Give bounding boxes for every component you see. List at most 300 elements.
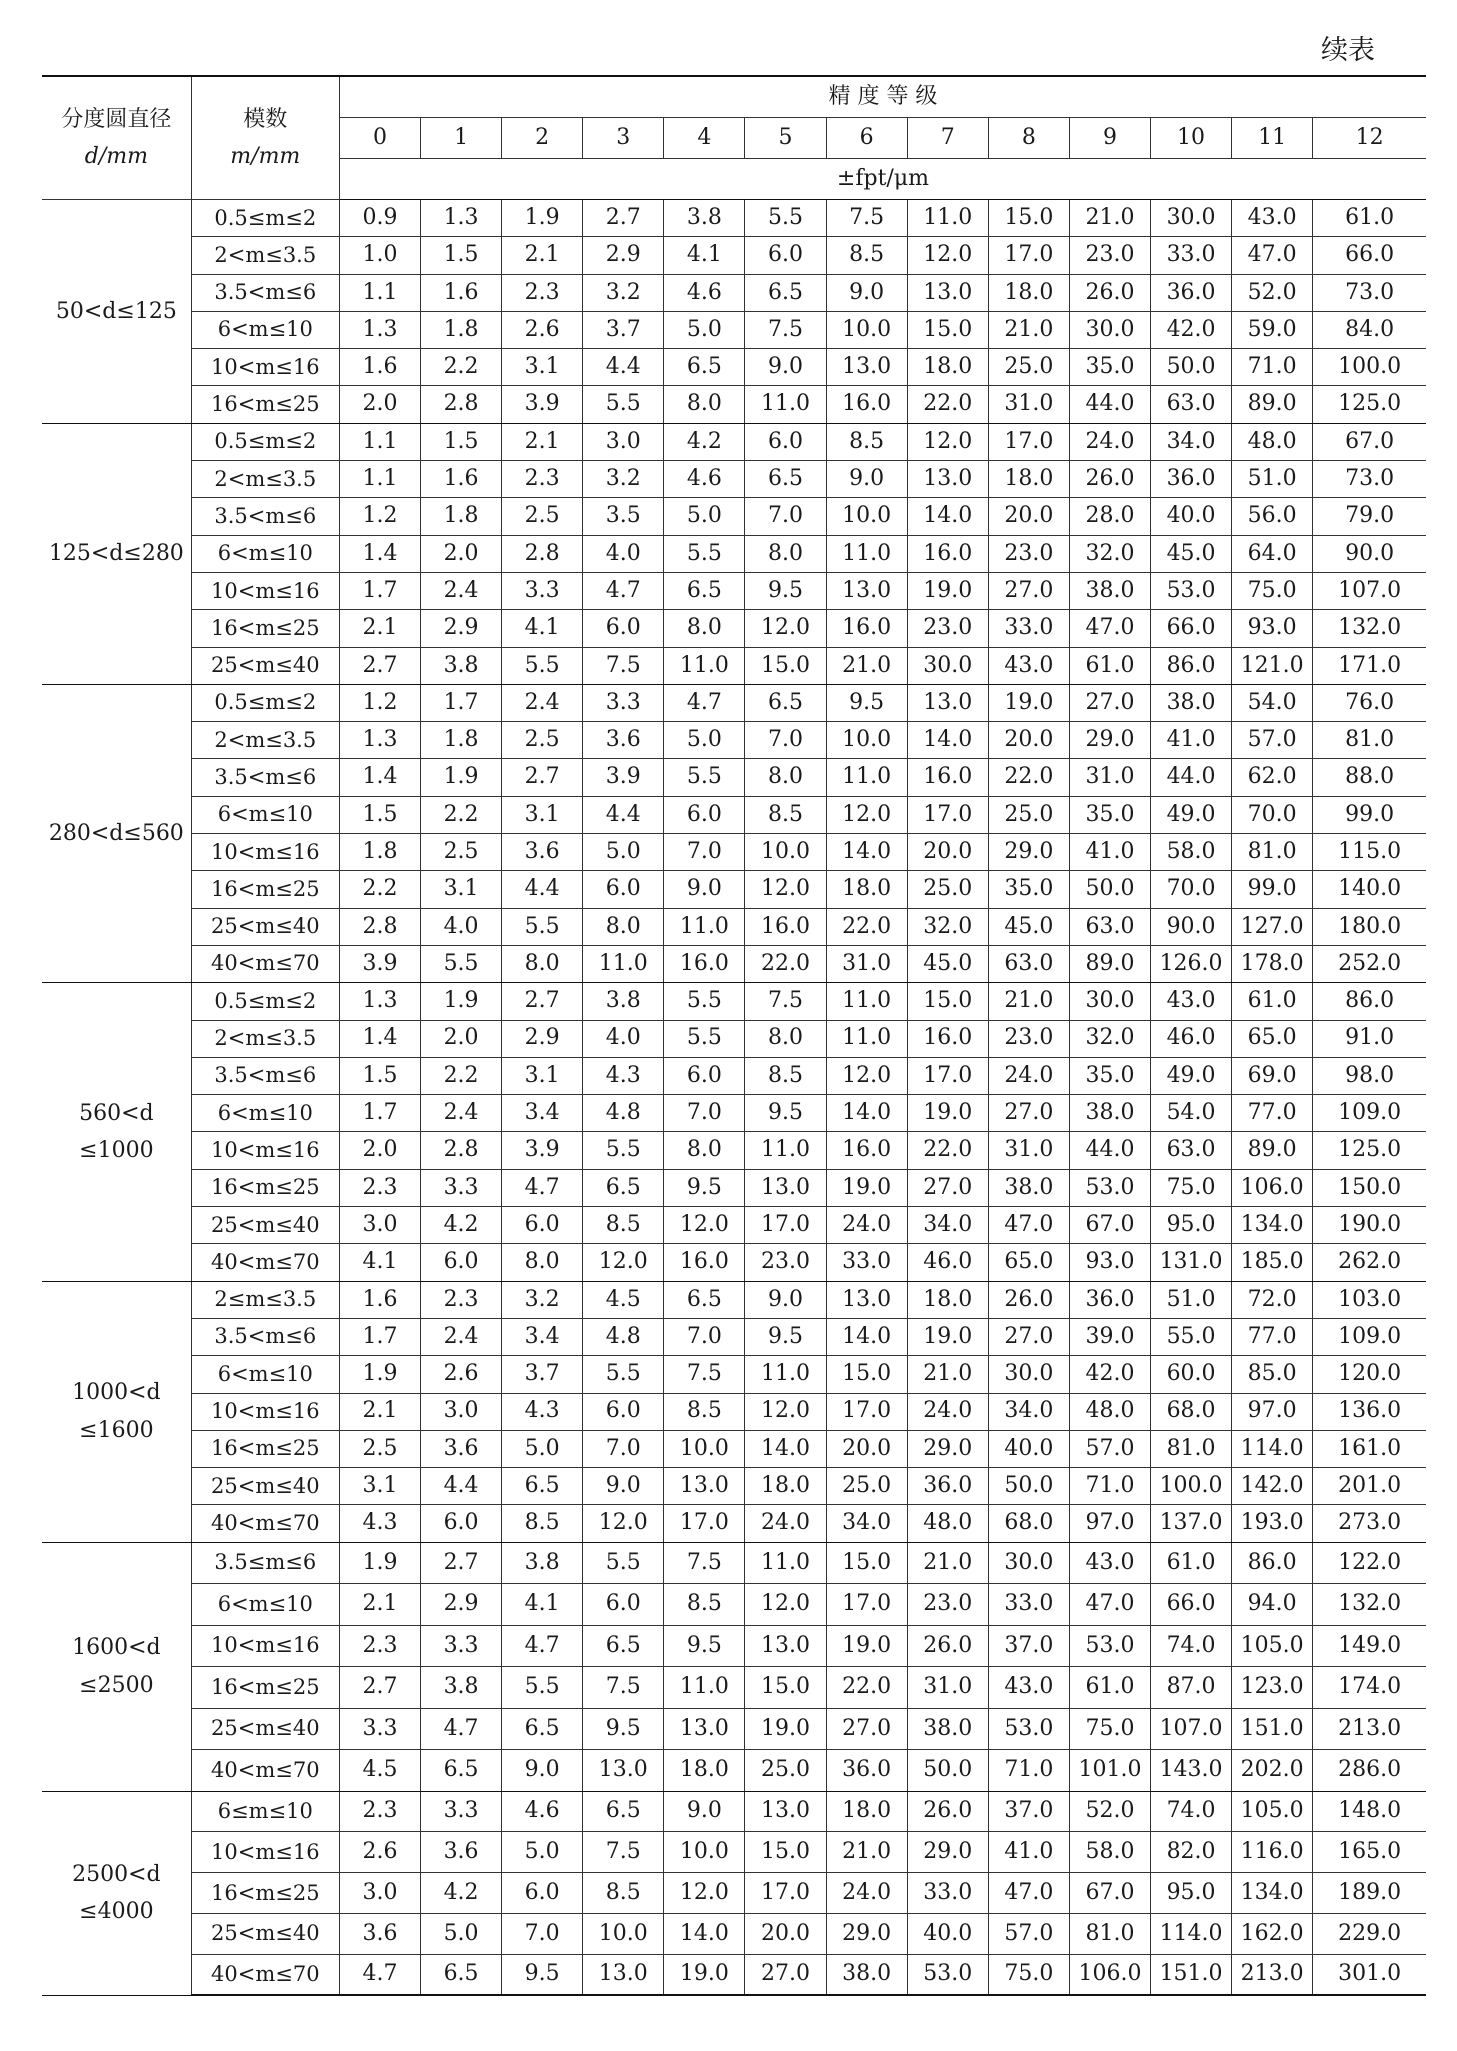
- tolerance-value-cell: 1.4: [339, 1020, 420, 1057]
- tolerance-value-cell: 115.0: [1313, 834, 1426, 871]
- tolerance-value-cell: 3.5: [583, 498, 664, 535]
- tolerance-value-cell: 2.8: [421, 386, 502, 423]
- tolerance-value-cell: 1.2: [339, 684, 420, 721]
- tolerance-value-cell: 5.5: [664, 1020, 745, 1057]
- tolerance-value-cell: 151.0: [1151, 1954, 1232, 1995]
- tolerance-value-cell: 13.0: [826, 572, 907, 609]
- tolerance-value-cell: 8.5: [502, 1505, 583, 1542]
- tolerance-value-cell: 4.4: [583, 796, 664, 833]
- tolerance-value-cell: 45.0: [988, 908, 1069, 945]
- tolerance-value-cell: 1.7: [339, 1318, 420, 1355]
- tolerance-value-cell: 100.0: [1151, 1468, 1232, 1505]
- table-row: [42, 1095, 1426, 1132]
- tolerance-value-cell: 2.3: [502, 274, 583, 311]
- header-diameter-unit: d/mm: [84, 144, 148, 169]
- tolerance-value-cell: 1.8: [421, 311, 502, 348]
- tolerance-value-cell: 2.0: [339, 386, 420, 423]
- tolerance-value-cell: 89.0: [1232, 386, 1313, 423]
- tolerance-value-cell: 213.0: [1313, 1708, 1426, 1750]
- tolerance-value-cell: 6.5: [745, 274, 826, 311]
- tolerance-value-cell: 29.0: [907, 1430, 988, 1467]
- tolerance-value-cell: 1.7: [339, 1095, 420, 1132]
- tolerance-value-cell: 7.0: [664, 834, 745, 871]
- tolerance-value-cell: 2.4: [421, 572, 502, 609]
- tolerance-value-cell: 22.0: [826, 1667, 907, 1709]
- tolerance-value-cell: 3.9: [339, 945, 420, 982]
- table-row: [42, 535, 1426, 572]
- tolerance-value-cell: 21.0: [988, 311, 1069, 348]
- tolerance-value-cell: 10.0: [745, 834, 826, 871]
- tolerance-value-cell: 190.0: [1313, 1207, 1426, 1244]
- tolerance-value-cell: 38.0: [1069, 1095, 1150, 1132]
- tolerance-value-cell: 18.0: [988, 461, 1069, 498]
- tolerance-value-cell: 11.0: [664, 1667, 745, 1709]
- table-row: [42, 498, 1426, 535]
- tolerance-value-cell: 1.6: [339, 1281, 420, 1318]
- tolerance-value-cell: 5.5: [745, 200, 826, 237]
- tolerance-value-cell: 12.0: [745, 610, 826, 647]
- tolerance-value-cell: 15.0: [988, 200, 1069, 237]
- header-module-unit: m/mm: [230, 144, 301, 169]
- tolerance-value-cell: 8.5: [664, 1393, 745, 1430]
- tolerance-value-cell: 4.7: [502, 1169, 583, 1206]
- tolerance-value-cell: 8.0: [664, 386, 745, 423]
- tolerance-value-cell: 28.0: [1069, 498, 1150, 535]
- tolerance-value-cell: 43.0: [1232, 200, 1313, 237]
- table-row: [42, 1584, 1426, 1626]
- tolerance-value-cell: 9.5: [664, 1169, 745, 1206]
- tolerance-value-cell: 53.0: [988, 1708, 1069, 1750]
- tolerance-value-cell: 1.9: [339, 1356, 420, 1393]
- tolerance-value-cell: 36.0: [1069, 1281, 1150, 1318]
- tolerance-value-cell: 3.7: [583, 311, 664, 348]
- tolerance-value-cell: 9.5: [826, 684, 907, 721]
- tolerance-value-cell: 93.0: [1069, 1244, 1150, 1281]
- tolerance-value-cell: 11.0: [826, 759, 907, 796]
- tolerance-value-cell: 121.0: [1232, 647, 1313, 684]
- tolerance-value-cell: 161.0: [1313, 1430, 1426, 1467]
- table-row: [42, 759, 1426, 796]
- tolerance-value-cell: 17.0: [988, 237, 1069, 274]
- tolerance-value-cell: 16.0: [664, 945, 745, 982]
- tolerance-value-cell: 8.5: [745, 796, 826, 833]
- tolerance-value-cell: 74.0: [1151, 1625, 1232, 1667]
- tolerance-value-cell: 105.0: [1232, 1791, 1313, 1832]
- tolerance-value-cell: 51.0: [1151, 1281, 1232, 1318]
- tolerance-value-cell: 4.4: [421, 1468, 502, 1505]
- tolerance-value-cell: 36.0: [1151, 274, 1232, 311]
- tolerance-value-cell: 6.5: [583, 1169, 664, 1206]
- tolerance-value-cell: 48.0: [1232, 423, 1313, 460]
- tolerance-value-cell: 2.6: [421, 1356, 502, 1393]
- tolerance-value-cell: 87.0: [1151, 1667, 1232, 1709]
- tolerance-value-cell: 98.0: [1313, 1057, 1426, 1094]
- tolerance-value-cell: 27.0: [745, 1954, 826, 1995]
- tolerance-value-cell: 95.0: [1151, 1873, 1232, 1914]
- tolerance-value-cell: 79.0: [1313, 498, 1426, 535]
- diameter-range-line2: ≤2500: [79, 1672, 154, 1698]
- tolerance-value-cell: 1.5: [421, 423, 502, 460]
- tolerance-value-cell: 24.0: [907, 1393, 988, 1430]
- table-row: [42, 1505, 1426, 1542]
- tolerance-value-cell: 53.0: [1069, 1169, 1150, 1206]
- tolerance-value-cell: 126.0: [1151, 945, 1232, 982]
- tolerance-table: [42, 75, 1426, 1996]
- tolerance-value-cell: 33.0: [1151, 237, 1232, 274]
- tolerance-value-cell: 5.5: [421, 945, 502, 982]
- tolerance-value-cell: 18.0: [988, 274, 1069, 311]
- tolerance-value-cell: 31.0: [988, 1132, 1069, 1169]
- tolerance-value-cell: 33.0: [907, 1873, 988, 1914]
- tolerance-value-cell: 5.5: [502, 647, 583, 684]
- tolerance-value-cell: 35.0: [1069, 349, 1150, 386]
- tolerance-value-cell: 4.4: [502, 871, 583, 908]
- tolerance-value-cell: 50.0: [988, 1468, 1069, 1505]
- module-range-cell: 40<m≤70: [191, 1505, 339, 1542]
- tolerance-value-cell: 2.7: [339, 1667, 420, 1709]
- tolerance-value-cell: 25.0: [988, 349, 1069, 386]
- tolerance-value-cell: 2.4: [421, 1095, 502, 1132]
- header-module: [191, 76, 339, 200]
- diameter-group: [42, 1542, 1426, 1791]
- tolerance-value-cell: 63.0: [1151, 386, 1232, 423]
- tolerance-value-cell: 17.0: [826, 1584, 907, 1626]
- tolerance-value-cell: 14.0: [907, 722, 988, 759]
- tolerance-value-cell: 13.0: [907, 461, 988, 498]
- diameter-group: [42, 1791, 1426, 1995]
- tolerance-value-cell: 4.5: [339, 1750, 420, 1792]
- tolerance-value-cell: 81.0: [1069, 1914, 1150, 1955]
- table-row: [42, 722, 1426, 759]
- tolerance-value-cell: 65.0: [988, 1244, 1069, 1281]
- tolerance-value-cell: 58.0: [1151, 834, 1232, 871]
- tolerance-value-cell: 21.0: [907, 1356, 988, 1393]
- tolerance-value-cell: 4.1: [339, 1244, 420, 1281]
- tolerance-value-cell: 6.5: [421, 1954, 502, 1995]
- tolerance-value-cell: 2.4: [421, 1318, 502, 1355]
- tolerance-value-cell: 7.5: [664, 1356, 745, 1393]
- tolerance-value-cell: 4.1: [502, 1584, 583, 1626]
- tolerance-value-cell: 4.8: [583, 1318, 664, 1355]
- tolerance-value-cell: 229.0: [1313, 1914, 1426, 1955]
- tolerance-value-cell: 1.5: [339, 796, 420, 833]
- table-row: [42, 311, 1426, 348]
- table-row: [42, 1791, 1426, 1832]
- tolerance-value-cell: 286.0: [1313, 1750, 1426, 1792]
- tolerance-value-cell: 1.6: [339, 349, 420, 386]
- tolerance-value-cell: 19.0: [907, 1318, 988, 1355]
- tolerance-value-cell: 134.0: [1232, 1207, 1313, 1244]
- module-range-cell: 16<m≤25: [191, 871, 339, 908]
- tolerance-value-cell: 26.0: [1069, 461, 1150, 498]
- tolerance-value-cell: 2.2: [339, 871, 420, 908]
- tolerance-value-cell: 1.6: [421, 274, 502, 311]
- diameter-range-cell: [42, 1791, 191, 1995]
- tolerance-value-cell: 8.0: [502, 1244, 583, 1281]
- tolerance-value-cell: 12.0: [583, 1244, 664, 1281]
- tolerance-value-cell: 42.0: [1151, 311, 1232, 348]
- tolerance-value-cell: 31.0: [907, 1667, 988, 1709]
- tolerance-value-cell: 13.0: [907, 274, 988, 311]
- tolerance-value-cell: 53.0: [1151, 572, 1232, 609]
- tolerance-value-cell: 17.0: [745, 1873, 826, 1914]
- tolerance-value-cell: 63.0: [1151, 1132, 1232, 1169]
- module-range-cell: 10<m≤16: [191, 572, 339, 609]
- tolerance-value-cell: 11.0: [826, 1020, 907, 1057]
- tolerance-value-cell: 70.0: [1151, 871, 1232, 908]
- tolerance-value-cell: 10.0: [826, 498, 907, 535]
- tolerance-value-cell: 25.0: [745, 1750, 826, 1792]
- tolerance-value-cell: 26.0: [988, 1281, 1069, 1318]
- tolerance-value-cell: 10.0: [664, 1430, 745, 1467]
- tolerance-value-cell: 14.0: [826, 1095, 907, 1132]
- tolerance-value-cell: 9.5: [745, 572, 826, 609]
- tolerance-value-cell: 1.2: [339, 498, 420, 535]
- tolerance-value-cell: 13.0: [583, 1954, 664, 1995]
- table-row: [42, 461, 1426, 498]
- tolerance-value-cell: 22.0: [826, 908, 907, 945]
- grade-header-1: 1: [421, 118, 502, 159]
- tolerance-value-cell: 12.0: [907, 423, 988, 460]
- tolerance-value-cell: 61.0: [1151, 1542, 1232, 1584]
- module-range-cell: 3.5<m≤6: [191, 1318, 339, 1355]
- tolerance-value-cell: 2.9: [421, 1584, 502, 1626]
- module-range-cell: 40<m≤70: [191, 1244, 339, 1281]
- tolerance-value-cell: 252.0: [1313, 945, 1426, 982]
- tolerance-value-cell: 38.0: [907, 1708, 988, 1750]
- tolerance-value-cell: 20.0: [826, 1430, 907, 1467]
- tolerance-value-cell: 122.0: [1313, 1542, 1426, 1584]
- tolerance-value-cell: 273.0: [1313, 1505, 1426, 1542]
- tolerance-value-cell: 77.0: [1232, 1318, 1313, 1355]
- grade-header-8: 8: [988, 118, 1069, 159]
- tolerance-value-cell: 109.0: [1313, 1095, 1426, 1132]
- tolerance-value-cell: 22.0: [745, 945, 826, 982]
- tolerance-value-cell: 26.0: [1069, 274, 1150, 311]
- tolerance-value-cell: 3.3: [339, 1708, 420, 1750]
- tolerance-value-cell: 4.1: [502, 610, 583, 647]
- tolerance-value-cell: 7.5: [745, 311, 826, 348]
- tolerance-value-cell: 4.0: [583, 1020, 664, 1057]
- tolerance-value-cell: 100.0: [1313, 349, 1426, 386]
- tolerance-value-cell: 103.0: [1313, 1281, 1426, 1318]
- tolerance-value-cell: 44.0: [1069, 386, 1150, 423]
- tolerance-value-cell: 56.0: [1232, 498, 1313, 535]
- tolerance-value-cell: 75.0: [1069, 1708, 1150, 1750]
- tolerance-value-cell: 3.2: [502, 1281, 583, 1318]
- tolerance-value-cell: 1.3: [339, 983, 420, 1020]
- tolerance-value-cell: 6.5: [421, 1750, 502, 1792]
- module-range-cell: 16<m≤25: [191, 1873, 339, 1914]
- table-row: [42, 796, 1426, 833]
- tolerance-value-cell: 7.5: [583, 1832, 664, 1873]
- tolerance-value-cell: 5.0: [502, 1430, 583, 1467]
- tolerance-value-cell: 1.0: [339, 237, 420, 274]
- tolerance-value-cell: 2.3: [339, 1791, 420, 1832]
- tolerance-value-cell: 9.0: [745, 1281, 826, 1318]
- tolerance-value-cell: 17.0: [745, 1207, 826, 1244]
- tolerance-value-cell: 16.0: [907, 759, 988, 796]
- tolerance-value-cell: 3.9: [502, 1132, 583, 1169]
- tolerance-value-cell: 17.0: [988, 423, 1069, 460]
- tolerance-value-cell: 4.3: [502, 1393, 583, 1430]
- tolerance-value-cell: 27.0: [988, 572, 1069, 609]
- tolerance-value-cell: 40.0: [988, 1430, 1069, 1467]
- tolerance-value-cell: 16.0: [826, 1132, 907, 1169]
- tolerance-value-cell: 5.5: [664, 983, 745, 1020]
- tolerance-value-cell: 1.5: [421, 237, 502, 274]
- tolerance-value-cell: 9.0: [826, 461, 907, 498]
- tolerance-value-cell: 301.0: [1313, 1954, 1426, 1995]
- tolerance-value-cell: 189.0: [1313, 1873, 1426, 1914]
- tolerance-value-cell: 5.0: [502, 1832, 583, 1873]
- tolerance-value-cell: 2.2: [421, 1057, 502, 1094]
- tolerance-value-cell: 34.0: [826, 1505, 907, 1542]
- tolerance-value-cell: 25.0: [988, 796, 1069, 833]
- table-row: [42, 1057, 1426, 1094]
- tolerance-value-cell: 27.0: [907, 1169, 988, 1206]
- tolerance-value-cell: 1.8: [339, 834, 420, 871]
- tolerance-value-cell: 1.4: [339, 759, 420, 796]
- module-range-cell: 0.5≤m≤2: [191, 423, 339, 460]
- module-range-cell: 25<m≤40: [191, 1207, 339, 1244]
- tolerance-value-cell: 2.3: [339, 1625, 420, 1667]
- tolerance-value-cell: 45.0: [1151, 535, 1232, 572]
- table-row: [42, 200, 1426, 237]
- tolerance-value-cell: 18.0: [745, 1468, 826, 1505]
- tolerance-value-cell: 2.7: [339, 647, 420, 684]
- table-row: [42, 423, 1426, 460]
- tolerance-value-cell: 65.0: [1232, 1020, 1313, 1057]
- tolerance-value-cell: 86.0: [1151, 647, 1232, 684]
- tolerance-value-cell: 22.0: [988, 759, 1069, 796]
- tolerance-value-cell: 2.2: [421, 796, 502, 833]
- tolerance-value-cell: 27.0: [1069, 684, 1150, 721]
- tolerance-value-cell: 8.5: [664, 1584, 745, 1626]
- tolerance-value-cell: 93.0: [1232, 610, 1313, 647]
- tolerance-value-cell: 6.0: [421, 1505, 502, 1542]
- tolerance-value-cell: 60.0: [1151, 1356, 1232, 1393]
- tolerance-value-cell: 2.8: [502, 535, 583, 572]
- tolerance-value-cell: 6.5: [502, 1708, 583, 1750]
- tolerance-value-cell: 2.7: [502, 983, 583, 1020]
- tolerance-value-cell: 3.9: [583, 759, 664, 796]
- tolerance-value-cell: 3.3: [421, 1169, 502, 1206]
- tolerance-value-cell: 9.5: [583, 1708, 664, 1750]
- tolerance-value-cell: 23.0: [1069, 237, 1150, 274]
- tolerance-value-cell: 43.0: [988, 647, 1069, 684]
- tolerance-value-cell: 18.0: [826, 871, 907, 908]
- tolerance-value-cell: 4.8: [583, 1095, 664, 1132]
- grade-header-11: 11: [1232, 118, 1313, 159]
- module-range-cell: 25<m≤40: [191, 1468, 339, 1505]
- tolerance-value-cell: 109.0: [1313, 1318, 1426, 1355]
- tolerance-value-cell: 29.0: [1069, 722, 1150, 759]
- tolerance-value-cell: 4.7: [664, 684, 745, 721]
- tolerance-value-cell: 73.0: [1313, 461, 1426, 498]
- tolerance-value-cell: 116.0: [1232, 1832, 1313, 1873]
- tolerance-value-cell: 71.0: [988, 1750, 1069, 1792]
- tolerance-value-cell: 7.0: [583, 1430, 664, 1467]
- tolerance-value-cell: 36.0: [1151, 461, 1232, 498]
- tolerance-value-cell: 71.0: [1232, 349, 1313, 386]
- tolerance-value-cell: 11.0: [745, 1356, 826, 1393]
- tolerance-value-cell: 107.0: [1151, 1708, 1232, 1750]
- tolerance-value-cell: 8.0: [664, 1132, 745, 1169]
- table-row: [42, 684, 1426, 721]
- tolerance-value-cell: 202.0: [1232, 1750, 1313, 1792]
- tolerance-value-cell: 89.0: [1069, 945, 1150, 982]
- tolerance-value-cell: 2.1: [502, 237, 583, 274]
- tolerance-value-cell: 47.0: [1069, 1584, 1150, 1626]
- tolerance-value-cell: 81.0: [1232, 834, 1313, 871]
- tolerance-value-cell: 2.5: [502, 722, 583, 759]
- tolerance-value-cell: 89.0: [1232, 1132, 1313, 1169]
- tolerance-value-cell: 178.0: [1232, 945, 1313, 982]
- tolerance-value-cell: 20.0: [988, 498, 1069, 535]
- module-range-cell: 6≤m≤10: [191, 1791, 339, 1832]
- table-row: [42, 647, 1426, 684]
- tolerance-value-cell: 15.0: [826, 1356, 907, 1393]
- tolerance-value-cell: 3.3: [583, 684, 664, 721]
- tolerance-value-cell: 1.7: [339, 572, 420, 609]
- tolerance-value-cell: 3.6: [421, 1832, 502, 1873]
- table-row: [42, 983, 1426, 1020]
- tolerance-value-cell: 12.0: [745, 1584, 826, 1626]
- tolerance-value-cell: 6.0: [421, 1244, 502, 1281]
- tolerance-value-cell: 8.0: [664, 610, 745, 647]
- table-row: [42, 1356, 1426, 1393]
- tolerance-value-cell: 47.0: [1232, 237, 1313, 274]
- header-grade-title: 精 度 等 级: [339, 76, 1426, 118]
- tolerance-value-cell: 50.0: [907, 1750, 988, 1792]
- tolerance-value-cell: 6.5: [502, 1468, 583, 1505]
- tolerance-value-cell: 114.0: [1232, 1430, 1313, 1467]
- tolerance-value-cell: 6.5: [583, 1625, 664, 1667]
- tolerance-value-cell: 6.0: [502, 1873, 583, 1914]
- tolerance-value-cell: 3.3: [421, 1625, 502, 1667]
- tolerance-value-cell: 29.0: [826, 1914, 907, 1955]
- tolerance-value-cell: 3.2: [583, 274, 664, 311]
- tolerance-value-cell: 21.0: [826, 647, 907, 684]
- tolerance-value-cell: 36.0: [826, 1750, 907, 1792]
- diameter-range-line2: ≤1000: [79, 1137, 154, 1163]
- tolerance-value-cell: 23.0: [907, 1584, 988, 1626]
- tolerance-value-cell: 1.1: [339, 423, 420, 460]
- tolerance-value-cell: 20.0: [745, 1914, 826, 1955]
- diameter-range-line1: 280<d≤560: [48, 820, 184, 846]
- tolerance-value-cell: 3.3: [502, 572, 583, 609]
- tolerance-value-cell: 23.0: [907, 610, 988, 647]
- tolerance-value-cell: 123.0: [1232, 1667, 1313, 1709]
- diameter-group: [42, 684, 1426, 982]
- tolerance-value-cell: 9.5: [745, 1095, 826, 1132]
- tolerance-value-cell: 14.0: [664, 1914, 745, 1955]
- header-diameter: [42, 76, 191, 200]
- table-row: [42, 871, 1426, 908]
- tolerance-value-cell: 61.0: [1232, 983, 1313, 1020]
- tolerance-value-cell: 33.0: [988, 610, 1069, 647]
- tolerance-value-cell: 1.3: [339, 311, 420, 348]
- tolerance-value-cell: 16.0: [664, 1244, 745, 1281]
- tolerance-value-cell: 137.0: [1151, 1505, 1232, 1542]
- tolerance-value-cell: 5.0: [664, 498, 745, 535]
- tolerance-value-cell: 13.0: [664, 1468, 745, 1505]
- tolerance-value-cell: 8.5: [583, 1873, 664, 1914]
- module-range-cell: 0.5≤m≤2: [191, 684, 339, 721]
- tolerance-value-cell: 3.0: [583, 423, 664, 460]
- tolerance-value-cell: 67.0: [1069, 1207, 1150, 1244]
